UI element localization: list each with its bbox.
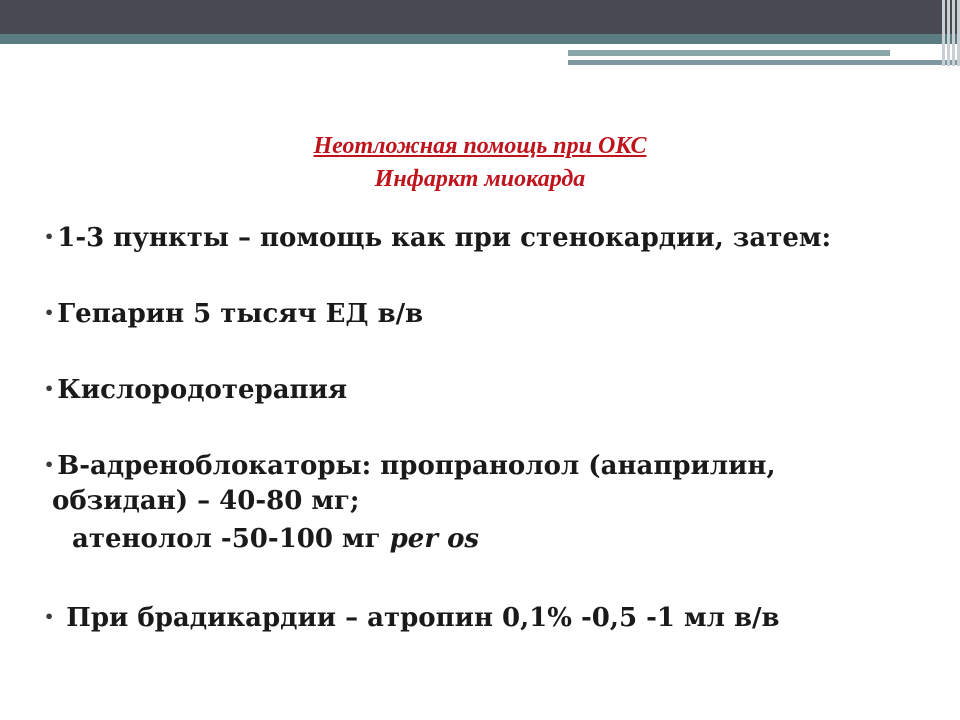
bullet-marker: • — [44, 227, 55, 246]
bullet-item-4 — [44, 448, 776, 483]
bullet-text-2: Гепарин 5 тысяч ЕД в/в — [57, 299, 424, 329]
bullet-text-4: В-адреноблокаторы: пропранолол (анаприлин, — [57, 451, 776, 481]
bullet-item-2 — [44, 296, 423, 331]
bullet-marker: • — [44, 379, 55, 398]
per-os-text: per os — [389, 524, 480, 554]
slide-subtitle: Инфаркт миокарда — [374, 166, 586, 192]
bullet-text-4-cont-2 — [72, 522, 479, 556]
bullet-marker: • — [44, 607, 55, 626]
bullet-text-3: Кислородотерапия — [57, 375, 348, 405]
header-bar-teal — [0, 34, 960, 44]
bullet-marker: • — [44, 303, 55, 322]
header-accent-line — [568, 50, 890, 56]
header-bar-dark — [0, 0, 960, 34]
bullet-text-5: При брадикардии – атропин 0,1% -0,5 -1 мл в/в — [66, 603, 780, 633]
bullet-item-3 — [44, 372, 347, 407]
bullet-text-4-cont: обзидан) – 40-80 мг; — [52, 486, 360, 516]
bullet-item-5 — [44, 600, 780, 635]
bullet-text-1: 1-3 пункты – помощь как при стенокардии, затем: — [57, 223, 832, 253]
header-accent-line-2 — [568, 60, 960, 65]
header-stripes — [940, 0, 960, 66]
bullet-item-1 — [44, 220, 831, 255]
bullet-marker: • — [44, 455, 55, 474]
atenolol-text: атенолол -50-100 мг — [72, 524, 390, 554]
slide-title: Неотложная помощь при ОКС — [313, 133, 647, 159]
